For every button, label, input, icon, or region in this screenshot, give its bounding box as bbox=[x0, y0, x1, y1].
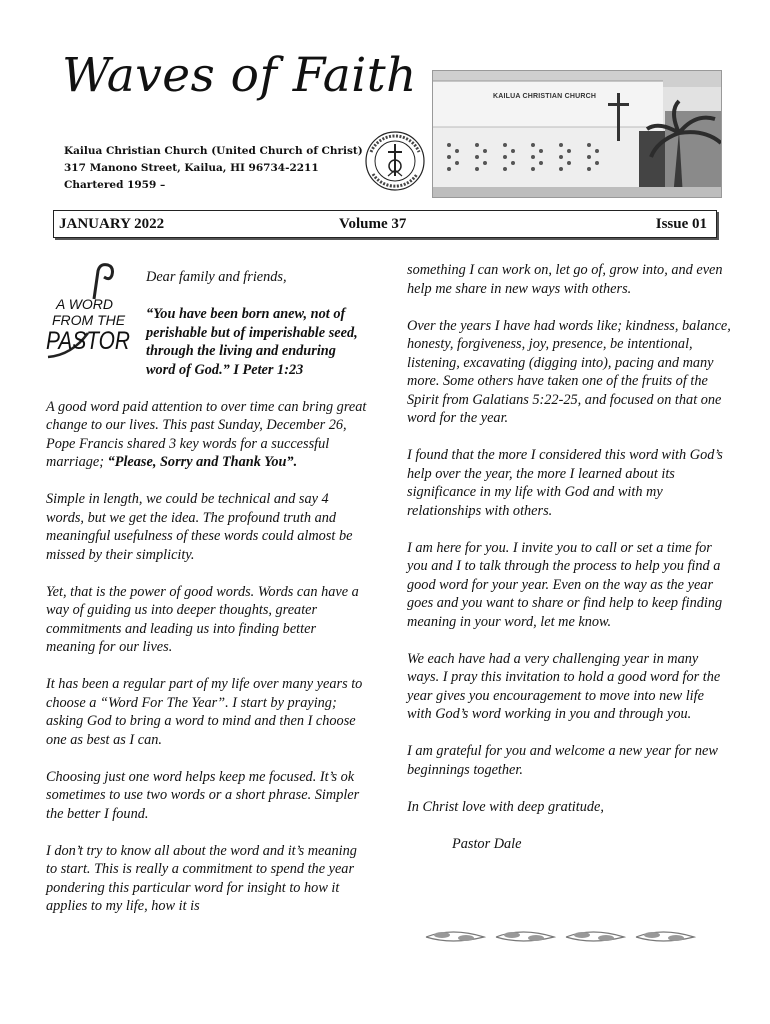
article-paragraph: Choosing just one word helps keep me focused. It’s ok sometimes to use two words or a short phrase. Simpler the better I found. bbox=[46, 768, 360, 822]
issue-number: Issue 01 bbox=[655, 216, 707, 232]
church-chartered: Chartered 1959 – bbox=[64, 179, 166, 191]
article-paragraph: I found that the more I considered this word with God’s help over the year, the more I learned about its significance in my life with God and with my relationships with others. bbox=[407, 447, 723, 519]
church-photo bbox=[432, 70, 722, 198]
logo-line1: A WORD bbox=[56, 296, 114, 312]
church-info bbox=[64, 143, 364, 194]
article-paragraph: A good word paid attention to over time can bring great change to our lives. This past Sunday, December 26, Pope Francis shared 3 key words for a successful marriage; “Please, Sorry and Thank You”. bbox=[46, 398, 367, 470]
church-building-image bbox=[433, 71, 721, 197]
article-paragraph: It has been a regular part of my life over many years to choose a “Word For The Year”. I start by praying; asking God to bring a word to mind and then I choose one as best as I can. bbox=[46, 676, 363, 748]
church-name: Kailua Christian Church (United Church of Christ) bbox=[64, 145, 363, 157]
issue-info-bar bbox=[53, 210, 717, 238]
logo-line3: PASTOR bbox=[46, 327, 130, 355]
logo-line2: FROM THE bbox=[52, 312, 126, 328]
pastor-signature: Pastor Dale bbox=[452, 835, 522, 852]
closing-line: In Christ love with deep gratitude, bbox=[407, 798, 604, 815]
article-paragraph: I don’t try to know all about the word and it’s meaning to start. This is really a commitment to spend the year pondering this particular word for insight to how it applies to my life, how it is bbox=[46, 842, 357, 914]
article-column-right bbox=[407, 261, 732, 872]
article-column-left bbox=[46, 263, 368, 934]
ornamental-divider-icon bbox=[422, 925, 712, 947]
article-paragraph: Simple in length, we could be technical and say 4 words, but we get the idea. The profound truth and meaningful usefulness of these words could almost be missed by their simplicity. bbox=[46, 491, 353, 563]
article-paragraph: something I can work on, let go of, grow into, and even help me share in new ways with others. bbox=[407, 262, 723, 297]
article-paragraph: Over the years I have had words like; kindness, balance, honesty, forgiveness, joy, presence, be intentional, listening, excavating (digging into), pacing and many more. Some others have taken one of the fruits of the Spirit from Galatians 5:22-25, and focused on that one word for the year. bbox=[407, 317, 731, 426]
church-sign-text: KAILUA CHRISTIAN CHURCH bbox=[493, 93, 597, 100]
ucc-seal-icon bbox=[364, 130, 426, 192]
word-from-pastor-logo bbox=[42, 263, 140, 363]
church-address: 317 Manono Street, Kailua, HI 96734-2211 bbox=[64, 162, 319, 174]
greeting: Dear family and friends, bbox=[146, 269, 287, 285]
issue-volume: Volume 37 bbox=[339, 216, 407, 232]
newsletter-title: Waves of Faith bbox=[62, 48, 417, 103]
article-paragraph: Yet, that is the power of good words. Words can have a way of guiding us into deeper thoughts, greater commitments and leading us into finding better meaning for our lives. bbox=[46, 583, 359, 655]
article-paragraph: I am grateful for you and welcome a new year for new beginnings together. bbox=[407, 743, 718, 778]
article-paragraph: I am here for you. I invite you to call or set a time for you and I to talk through the process to help you find a good word for your year. Even on the way as the year goes and you want to share or find help to keep finding meaning in your word, let me know. bbox=[407, 539, 723, 630]
scripture-quote: “You have been born anew, not of perishable but of imperishable seed, through the living and enduring word of God.” I Peter 1:23 bbox=[146, 306, 358, 378]
article-paragraph: We each have had a very challenging year in many ways. I pray this invitation to hold a good word for the year gives you encouragement to move into new life with God’s word working in you and through you. bbox=[407, 650, 721, 722]
issue-date: JANUARY 2022 bbox=[59, 216, 165, 232]
